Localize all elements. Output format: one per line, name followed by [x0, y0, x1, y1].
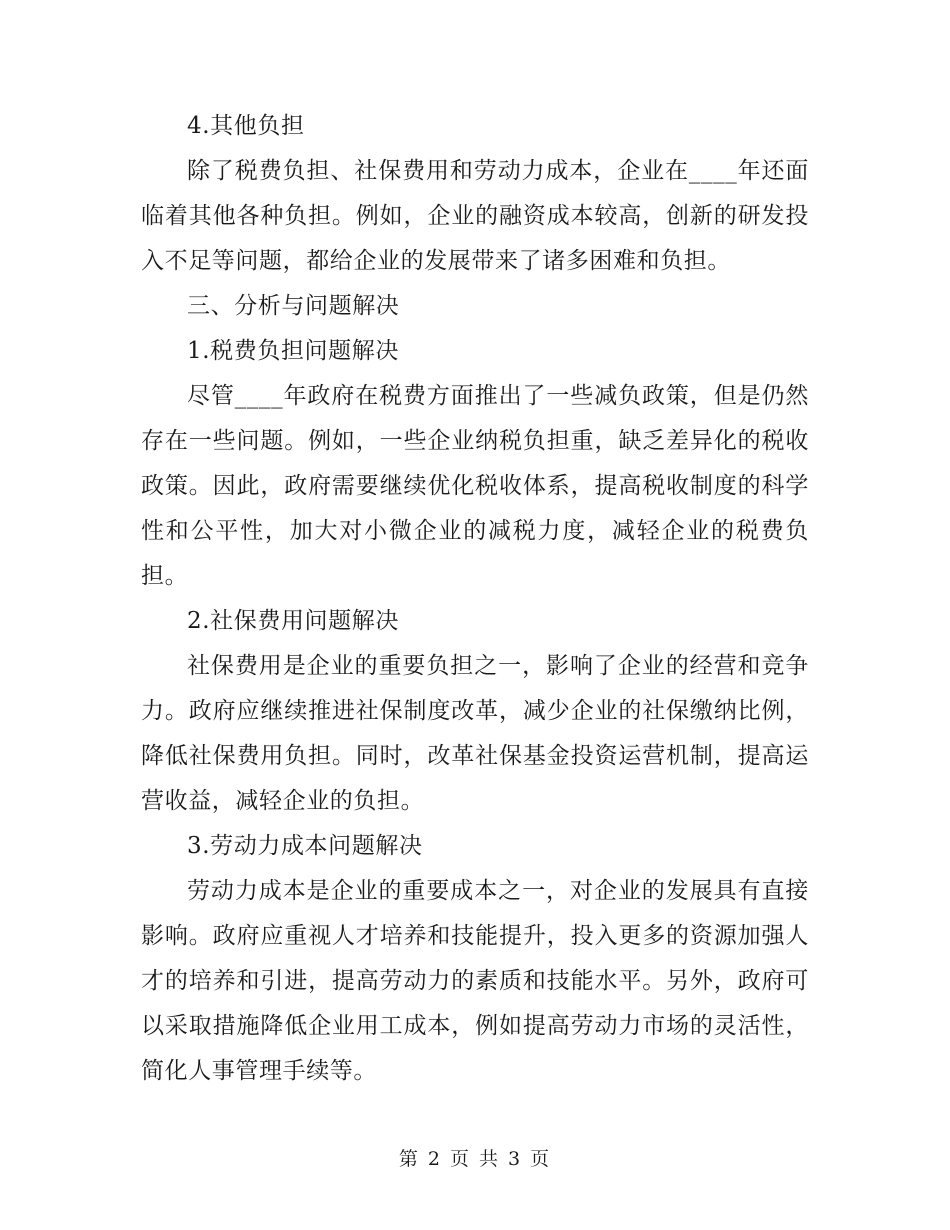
- heading-social-security-solution: 2.社保费用问题解决: [187, 608, 399, 634]
- paragraph-tax-burden-solution: 尽管____年政府在税费方面推出了一些减负政策，但是仍然存在一些问题。例如，一些企业纳税负担重，缺乏差异化的税收政策。因此，政府需要继续优化税收体系，提高税收制度的科学性和公平性，加大对小微企业的减税力度，减轻企业的税费负担。: [141, 383, 809, 589]
- section-heading-analysis: 三、分析与问题解决: [187, 293, 400, 319]
- paragraph-labor-cost-solution: 劳动力成本是企业的重要成本之一，对企业的发展具有直接影响。政府应重视人才培养和技能提升，投入更多的资源加强人才的培养和引进，提高劳动力的素质和技能水平。另外，政府可以采取措施降低企业用工成本，例如提高劳动力市场的灵活性，简化人事管理手续等。: [141, 878, 809, 1084]
- heading-other-burdens: 4.其他负担: [187, 113, 305, 139]
- document-body: [141, 104, 809, 1094]
- heading-tax-burden-solution: 1.税费负担问题解决: [187, 338, 399, 364]
- page-number-footer: 第 2 页 共 3 页: [398, 1148, 552, 1170]
- heading-labor-cost-solution: 3.劳动力成本问题解决: [187, 833, 423, 859]
- paragraph-social-security-solution: 社保费用是企业的重要负担之一，影响了企业的经营和竞争力。政府应继续推进社保制度改革，减少企业的社保缴纳比例，降低社保费用负担。同时，改革社保基金投资运营机制，提高运营收益，减轻企业的负担。: [141, 653, 809, 814]
- paragraph-other-burdens: 除了税费负担、社保费用和劳动力成本，企业在____年还面临着其他各种负担。例如，企业的融资成本较高，创新的研发投入不足等问题，都给企业的发展带来了诸多困难和负担。: [141, 158, 809, 274]
